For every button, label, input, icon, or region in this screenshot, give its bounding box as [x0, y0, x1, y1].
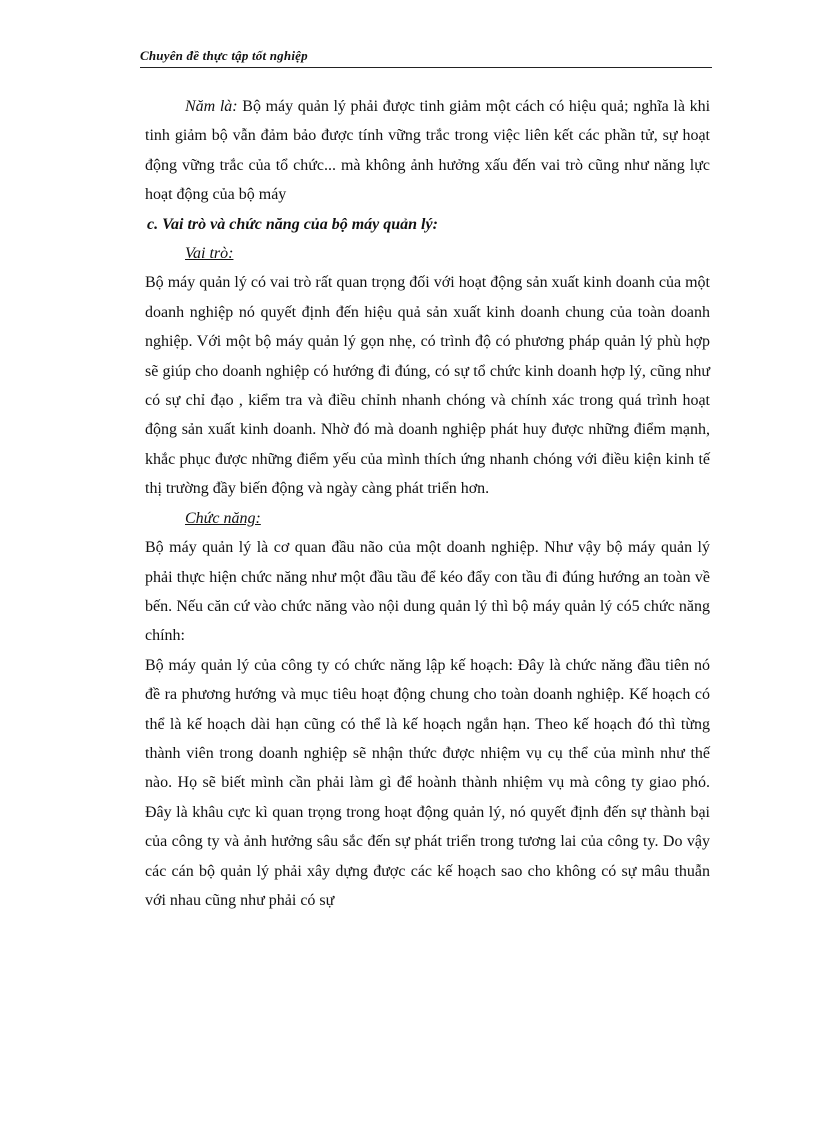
subheading-function-label: Chức năng:	[185, 509, 261, 527]
paragraph-lead: Năm là:	[185, 98, 238, 115]
section-heading-c: c. Vai trò và chức năng của bộ máy quản lý:	[147, 215, 438, 233]
paragraph-role: Bộ máy quản lý có vai trò rất quan trọng đối với hoạt động sản xuất kinh doanh của một doanh nghiệp nó quyết định đến hiệu quả sản xuất kinh doanh chung của toàn doanh nghiệp. Với một bộ máy quản lý gọn nhẹ, có trình độ có phương pháp quản lý phù hợp sẽ giúp cho doanh nghiệp có hướng đi đúng, có sự tổ chức kinh doanh hợp lý, cũng như có sự chỉ đạo , kiểm tra và điều chỉnh nhanh chóng và chính xác trong quá trình hoạt động sản xuất kinh doanh. Nhờ đó mà doanh nghiệp phát huy được những điểm mạnh, khắc phục được những điểm yếu của mình thích ứng nhanh chóng với điều kiện kinh tế thị trường đầy biến động và ngày càng phát triển hơn.	[145, 274, 710, 498]
paragraph-planning: Bộ máy quản lý của công ty có chức năng lập kế hoạch: Đây là chức năng đầu tiên nó đề ra phương hướng và mục tiêu hoạt động chung cho toàn doanh nghiệp. Kế hoạch có thể là kế hoạch dài hạn cũng có thể là kế hoạch ngắn hạn. Theo kế hoạch đó thì từng thành viên trong doanh nghiệp sẽ nhận thức được nhiệm vụ cụ thể của mình như thế nào. Họ sẽ biết mình cần phải làm gì để hoành thành nhiệm vụ mà công ty giao phó. Đây là khâu cực kì quan trọng trong hoạt động quản lý, nó quyết định đến sự thành bại của công ty và ảnh hưởng sâu sắc đến sự phát triển trong tương lai của công ty. Do vậy các cán bộ quản lý phải xây dựng được các kế hoạch sao cho không có sự mâu thuẫn với nhau cũng như phải có sự	[145, 656, 710, 909]
subheading-role-label: Vai trò:	[185, 245, 234, 263]
document-body	[145, 92, 710, 915]
page-header-title: Chuyên đề thực tập tốt nghiệp	[140, 48, 308, 63]
paragraph-fifth-principle	[145, 92, 710, 210]
paragraph-text: Bộ máy quản lý phải được tinh giảm một cách có hiệu quả; nghĩa là khi tinh giảm bộ vẫn đảm bảo được tính vững trắc trong việc liên kết các phần tử, sự hoạt động vững trắc của tổ chức... mà không ảnh hưởng xấu đến vai trò cũng như năng lực hoạt động của bộ máy	[145, 98, 711, 204]
subheading-function	[145, 504, 710, 533]
subheading-role	[145, 239, 710, 268]
header-divider	[140, 67, 712, 68]
paragraph-function: Bộ máy quản lý là cơ quan đầu não của một doanh nghiệp. Như vậy bộ máy quản lý phải thực hiện chức năng như một đầu tầu để kéo đẩy con tầu đi đúng hướng an toàn về bến. Nếu căn cứ vào chức năng vào nội dung quản lý thì bộ máy quản lý có5 chức năng chính:	[145, 539, 710, 645]
